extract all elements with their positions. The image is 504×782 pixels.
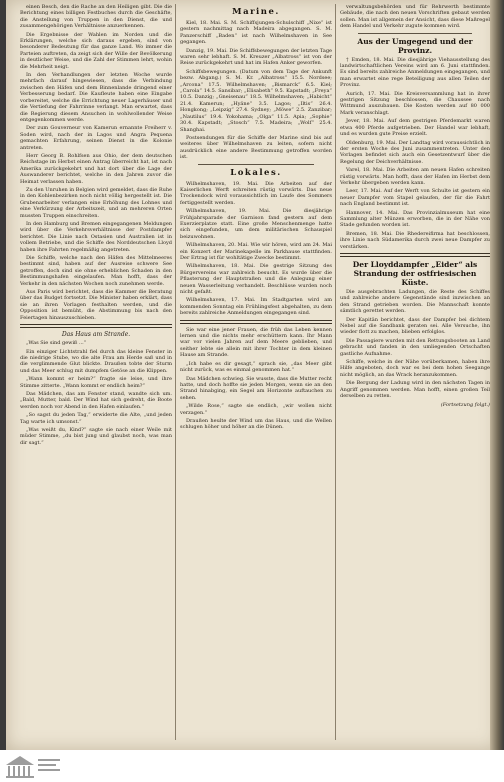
column-rule-2: [335, 4, 336, 740]
region-articles: [340, 57, 490, 250]
story-title: Das Haus am Strande.: [61, 331, 131, 339]
article-paragraph: Herr Georg B. Rohlfsen aus Ohio, der dem deutschen Reichstage im Herbst einen Antrag überreicht hat, ist nach Amerika zurückgekehrt und hat dort über die Lage der Auswanderer berichtet, welche in den Jahren zuvor die Heimat verlassen haben.: [20, 152, 172, 185]
feuilleton-divider: [20, 324, 172, 328]
article-paragraph: In den Verhandlungen der letzten Woche wurde mehrfach darauf hingewiesen, dass die Verbindung zwischen den Häfen und dem Binnenlande dringend einer Verbesserung bedarf. Die Kaufleute haben eine Eingabe vorbereitet, welche die Errichtung neuer Lagerhäuser und die Vertiefung der Fahrrinne verlangt. Man erwartet, dass die Regierung diesem Ansuchen in wohlwollender Weise entgegenkommen werde.: [20, 72, 172, 123]
article-paragraph: In den Hamburg und Bremen eingegangenen Meldungen wird über die Verkehrsverhältnisse der Postdampfer berichtet. Die Linie nach Ostasien und Australien ist in vollem Betriebe, und die Schiffe des Norddeutschen Lloyd haben ihre Fahrten regelmäßig angetreten.: [20, 221, 172, 253]
story-paragraph: Das Mädchen schwieg. Sie wusste, dass die Mutter recht hatte, und doch hoffte sie jeden Morgen, wenn sie an den Strand hinabging, ein Segel am Horizonte auftauchen zu sehen.: [180, 375, 332, 401]
marine-paragraph: Kiel, 18. Mai. S. M. Schiffsjungen-Schulschiff „Nixe“ ist gestern nachmittag nach Madeira abgegangen. S. M. Panzerschiff „Baden“ ist nach Wilhelmshaven in See gegangen.: [180, 20, 332, 46]
ship-paragraph: Die Bergung der Ladung wird in den nächsten Tagen in Angriff genommen werden. Man hofft, einen großen Teil derselben zu retten.: [340, 380, 490, 400]
local-paragraph: Wilhelmshaven, 20. Mai. Wie wir hören, wird am 24. Mai ein Konzert der Marinekapelle im Parkhause stattfinden. Der Ertrag ist für wohltätige Zwecke bestimmt.: [180, 242, 332, 261]
marine-articles: [180, 20, 332, 161]
marine-paragraph: Schiffsbewegungen. (Datum von dem Tage der Ankunft bezw. Abgang.) S. M. Kr. „Albatross“ 15.5. Nordsee; „Arcona“ 17.5. Wilhelmshaven; „Bismarck“ 6.5. Kiel; „Carola“ 14.5. Sansibar; „Elisabeth“ 9.5. Kapstadt; „Freya“ 10.5. Danzig; „Gneisenau“ 18.5. Wilhelmshaven; „Habicht“ 21.4. Kamerun; „Hyäne“ 3.5. Lagos; „Iltis“ 26.4. Hongkong; „Leipzig“ 27.4. Sydney; „Möwe“ 2.5. Zanzibar; „Nautilus“ 19.4. Yokohama; „Olga“ 11.5. Apia; „Sophie“ 30.4. Kapstadt; „Stosch“ 7.5. Madeira; „Wolf“ 25.4. Shanghai.: [180, 68, 332, 133]
region-paragraph: Leer, 17. Mai. Auf der Werft von Schulte ist gestern ein neuer Dampfer vom Stapel gelaufen, der für die Fahrt nach England bestimmt ist.: [340, 188, 490, 208]
article-paragraph: verwaltungsbehörden und für Rehrwerth bestimmte Gebäude, die nach den neuen Vorschriften gebaut werden sollen. Man ist allgemein der Ansicht, dass diese Maßregel dem Handel und Verkehr zugute kommen wird.: [340, 4, 490, 30]
library-logo-icon: [4, 753, 64, 779]
article-paragraph: einen Besch, den die Rache an den Heiligen gibt. Die die Berichtung eines billigen Festbuches durch die Geschäfte, die Anstellung von Truppen in den Dienst, die und zusammengehörigen Verhältnisse anzuerkennen.: [20, 4, 172, 30]
story-paragraph: Draußen heulte der Wind um das Haus, und die Wellen schlugen höher und höher an die Dünen.: [180, 417, 332, 431]
column-3: [340, 4, 490, 744]
story-paragraph: Sie war eine jener Frauen, die früh das Leben kennen lernen und die nichts mehr erschüttern kann. Ihr Mann war vor vielen Jahren auf dem Meere geblieben, und seither lebte sie allein mit ihrer Tochter in dem kleinen Hause am Strande.: [180, 326, 332, 359]
marine-paragraph: Postsendungen für die Schiffe der Marine sind bis auf weiteres über Wilhelmshaven zu leiten, sofern nicht ausdrücklich eine andere Bestimmung getroffen worden ist.: [180, 134, 332, 161]
article-paragraph: Der zum Gouverneur von Kamerun ernannte Freiherr v. Soden wird, nach der in Lagos und Angra Pequena gemachten Erfahrung, seinen Dienst in die Kolonie antreten.: [20, 125, 172, 151]
book-spine: [490, 0, 504, 750]
article-paragraph: Zu den Unruhen in Belgien wird gemeldet, dass die Ruhe in den Kohlenbezirken noch nicht völlig hergestellt ist. Die Grubenarbeiter verlangen eine Erhöhung des Lohnes und eine Verkürzung der Arbeitszeit, und an mehreren Orten mussten Truppen einschreiten.: [20, 186, 172, 219]
story-paragraph: „So sagst du jeden Tag,“ erwiderte die Alte, „und jeden Tag warte ich umsonst.“: [20, 412, 172, 425]
story-paragraph: „Was Sie sind gewiß ...“: [26, 340, 87, 347]
newspaper-page: [6, 0, 498, 750]
column-2: [180, 4, 332, 744]
story-paragraph: „Ich habe es dir gesagt,“ sprach sie, „das Meer gibt nicht zurück, was es einmal genommen hat.“: [180, 360, 332, 374]
region-paragraph: Aurich, 17. Mai. Die Kreisversammlung hat in ihrer gestrigen Sitzung beschlossen, die Chaussee nach Wittmund auszubauen. Die Kosten werden auf 80 000 Mark veranschlagt.: [340, 90, 490, 116]
ship-paragraph: Der Kapitän berichtet, dass der Dampfer bei dichtem Nebel auf die Sandbank geraten sei. Alle Versuche, ihn wieder flott zu machen, blieben erfolglos.: [340, 316, 490, 336]
column-2-story: [180, 327, 332, 431]
column-1-articles: [20, 4, 172, 321]
region-paragraph: Varel, 18. Mai. Die Arbeiten am neuen Hafen schreiten rüstig vorwärts. Man hofft, dass der Hafen im Herbst dem Verkehr übergeben werden kann.: [340, 167, 490, 186]
local-articles: [180, 181, 332, 317]
region-paragraph: Oldenburg, 19. Mai. Der Landtag wird voraussichtlich in der ersten Woche des Juni zusammentreten. Unter den Vorlagen befindet sich auch ein Gesetzentwurf über die Regelung der Deichverhältnisse.: [340, 139, 490, 165]
ship-paragraph: Schiffe, welche in der Nähe vorüberkamen, haben ihre Hilfe angeboten, doch war es bei dem hohen Seegange nicht möglich, an das Wrack heranzukommen.: [340, 359, 490, 378]
region-paragraph: † Emden, 18. Mai. Die diesjährige Viehausstellung des landwirtschaftlichen Vereins wird am 6. Juni stattfinden. Es sind bereits zahlreiche Anmeldungen eingegangen, und man erwartet eine rege Beteiligung aus allen Teilen der Provinz.: [340, 56, 490, 89]
column-3-intro: [340, 4, 490, 30]
scan-footer: [0, 750, 504, 782]
story-paragraph: Ein einziger Lichtstrahl fiel durch das kleine Fenster in die niedrige Stube, wo die alte Frau am Herde saß und in die verglimmende Glut blickte. Draußen tobte der Sturm und das Meer schlug mit dumpfem Getöse an die Klippen.: [20, 348, 172, 374]
ship-paragraph: Die ausgebrachten Ladungen, die Reste des Schiffes und zahlreiche andere Gegenstände sind inzwischen an den Strand getrieben worden. Die Mannschaft konnte sämtlich gerettet werden.: [340, 289, 490, 315]
local-paragraph: Wilhelmshaven, 19. Mai. Die diesjährige Frühjahrsparade der Garnison fand gestern auf dem Exerzierplatze statt. Eine große Menschenmenge hatte sich eingefunden, um dem militärischen Schauspiel beizuwohnen.: [180, 208, 332, 240]
ship-paragraph: Die Passagiere wurden mit den Rettungsbooten an Land gebracht und fanden in den umliegenden Ortschaften gastliche Aufnahme.: [340, 337, 490, 357]
column-rule-1: [175, 4, 176, 740]
ship-heading: Der Lloyddampfer „Eider“ als Strandung der ostfriesischen Küste.: [352, 260, 478, 287]
article-paragraph: Die Ergebnisse der Wahlen im Norden und die Erklärungen, welche sich daraus ergeben, sind von besonderer Bedeutung für das ganze Land. Wo immer die Parteien auftreten, da zeigt sich der Wille der Bevölkerung in deutlicher Weise, und die Zahl der Stimmen lehrt, wohin die Mehrheit neigt.: [20, 31, 172, 70]
story-paragraph: „Was weißt du, Kind?“ sagte sie nach einer Weile mit müder Stimme, „du bist jung und glaubst noch, was man dir sagt.“: [20, 426, 172, 446]
marine-heading: Marine.: [232, 7, 280, 17]
local-paragraph: Wilhelmshaven, 17. Mai. Im Stadtgarten wird am kommenden Sonntag ein Frühlingsfest abgehalten, zu dem bereits zahlreiche Anmeldungen eingegangen sind.: [180, 297, 332, 317]
local-paragraph: Wilhelmshaven, 18. Mai. Die gestrige Sitzung des Bürgervereins war zahlreich besucht. Es wurde über die Pflasterung der Hauptstraßen und die Anlegung einer neuen Wasserleitung verhandelt. Beschlüsse wurden noch nicht gefaßt.: [180, 263, 332, 296]
story-paragraph: „Wilde Rose,“ sagte sie endlich, „wir wollen nicht verzagen.“: [180, 403, 332, 416]
local-paragraph: Wilhelmshaven, 19. Mai. Die Arbeiten auf der Kaiserlichen Werft schreiten rüstig vorwärts. Das neue Trockendock wird voraussichtlich im Laufe des Sommers fertiggestellt werden.: [180, 180, 332, 206]
feuilleton-divider-2: [180, 320, 332, 324]
story-paragraph: Das Mädchen, das am Fenster stand, wandte sich um. „Bald, Mutter, bald. Der Wind hat sich gedreht, die Boote werden noch vor Abend in den Hafen einlaufen.“: [20, 390, 172, 410]
section-divider-3: [358, 33, 472, 34]
column-1: [20, 4, 172, 744]
region-paragraph: Bremen, 18. Mai. Die Rhedereifirma hat beschlossen, ihre Linie nach Südamerika durch zwei neue Dampfer zu verstärken.: [340, 230, 490, 250]
region-paragraph: Hannover, 14. Mai. Das Provinzialmuseum hat eine Sammlung alter Münzen erworben, die in der Nähe von Stade gefunden worden ist.: [340, 209, 490, 229]
region-paragraph: Jever, 18. Mai. Auf dem gestrigen Pferdemarkt waren etwa 400 Pferde aufgetrieben. Der Handel war lebhaft, und es wurden gute Preise erzielt.: [340, 118, 490, 138]
article-paragraph: Aus Paris wird berichtet, dass die Kammer die Beratung über das Budget fortsetzt. Die Minister haben erklärt, dass sie an ihren Vorlagen festhalten werden, und die Opposition ist bemüht, die Abstimmung bis nach den Feiertagen hinauszuschieben.: [20, 289, 172, 321]
ship-articles: [340, 289, 490, 400]
article-paragraph: Die Schiffe, welche nach den Häfen des Mittelmeeres bestimmt sind, haben auf der Ausreise schwere See getroffen, doch sind sie ohne erheblichen Schaden in den Bestimmungshafen eingelaufen. Man hofft, dass der Verkehr in den nächsten Wochen noch zunehmen werde.: [20, 255, 172, 287]
local-heading: Lokales.: [230, 167, 282, 178]
continuation-note: (Fortsetzung folgt.): [440, 401, 490, 408]
column-1-story: [20, 340, 172, 446]
ship-divider: [340, 253, 490, 257]
story-paragraph: „Wann kommt er heim?“ fragte sie leise, und ihre Stimme zitterte. „Wann kommt er endlich heim?“: [20, 376, 172, 389]
section-divider: [198, 164, 314, 165]
region-heading: Aus der Umgegend und der Provinz.: [357, 36, 473, 55]
marine-paragraph: Danzig, 19. Mai. Die Schiffsbewegungen der letzten Tage waren sehr lebhaft. S. M. Kreuzer „Albatross“ ist von der Reise zurückgekehrt und hat im Hafen Anker geworfen.: [180, 47, 332, 67]
